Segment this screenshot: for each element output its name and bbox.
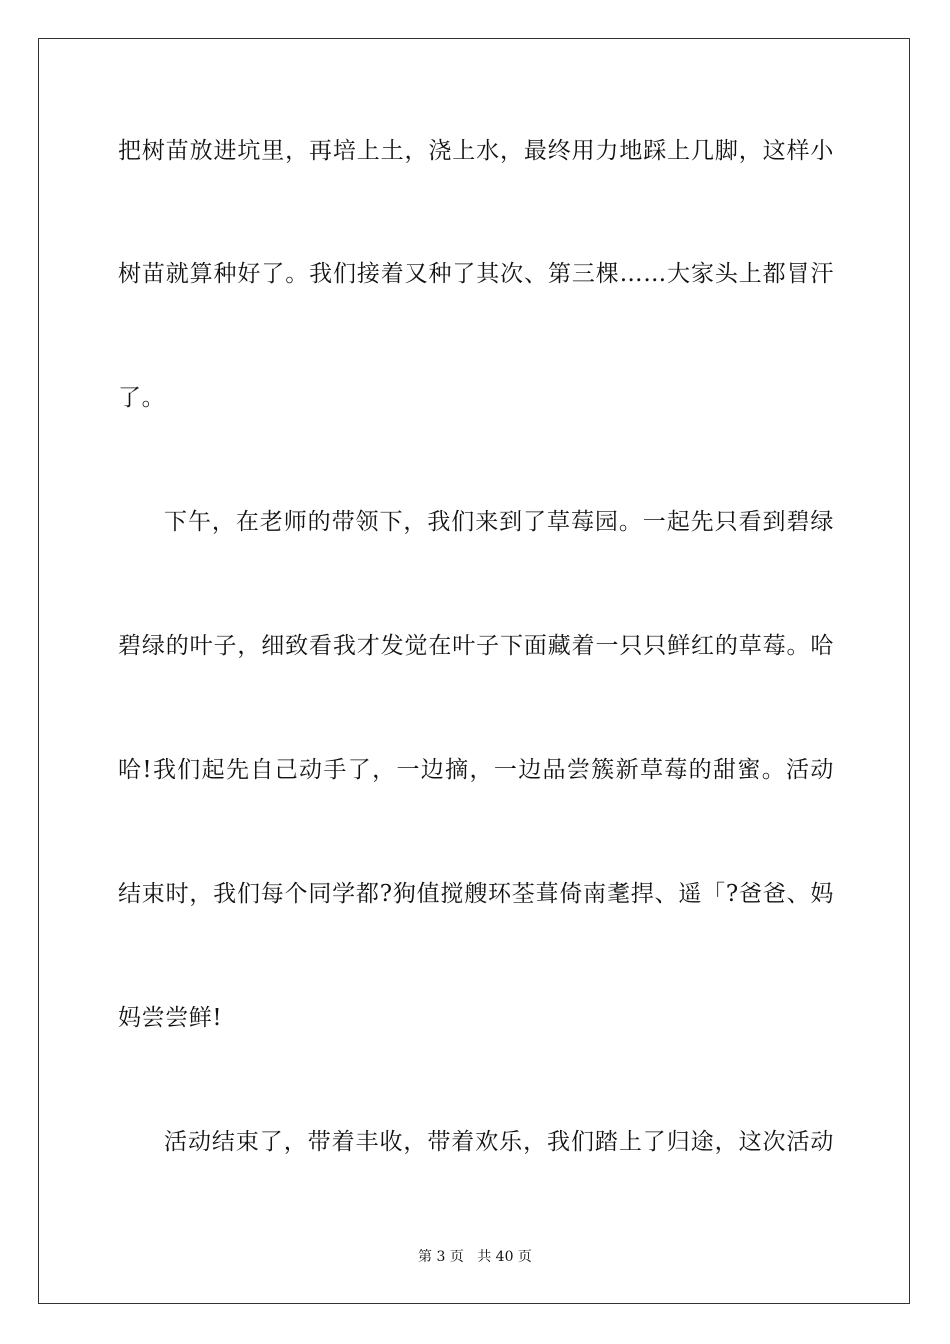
page-border	[38, 38, 910, 1304]
page-footer	[0, 1248, 950, 1266]
page-total: 共 40 页	[477, 1249, 532, 1265]
text-line: 妈尝尝鲜!	[118, 1005, 223, 1031]
page-number: 第 3 页	[418, 1249, 464, 1265]
text-line: 把树苗放进坑里，再培上土，浇上水，最终用力地踩上几脚，这样小	[118, 138, 834, 164]
paragraph-first-line: 下午，在老师的带领下，我们来到了草莓园。一起先只看到碧绿	[164, 509, 834, 535]
paragraph-first-line: 活动结束了，带着丰收，带着欢乐，我们踏上了归途，这次活动	[164, 1129, 834, 1155]
text-line: 哈!我们起先自己动手了，一边摘，一边品尝簇新草莓的甜蜜。活动	[118, 757, 834, 783]
text-line: 树苗就算种好了。我们接着又种了其次、第三棵……大家头上都冒汗	[118, 261, 834, 287]
text-line: 结束时，我们每个同学都?狗值搅艘环荃葺倚南耄捍、遥「?爸爸、妈	[118, 881, 834, 907]
text-line: 了。	[118, 385, 166, 411]
text-line: 碧绿的叶子，细致看我才发觉在叶子下面藏着一只只鲜红的草莓。哈	[118, 633, 834, 659]
